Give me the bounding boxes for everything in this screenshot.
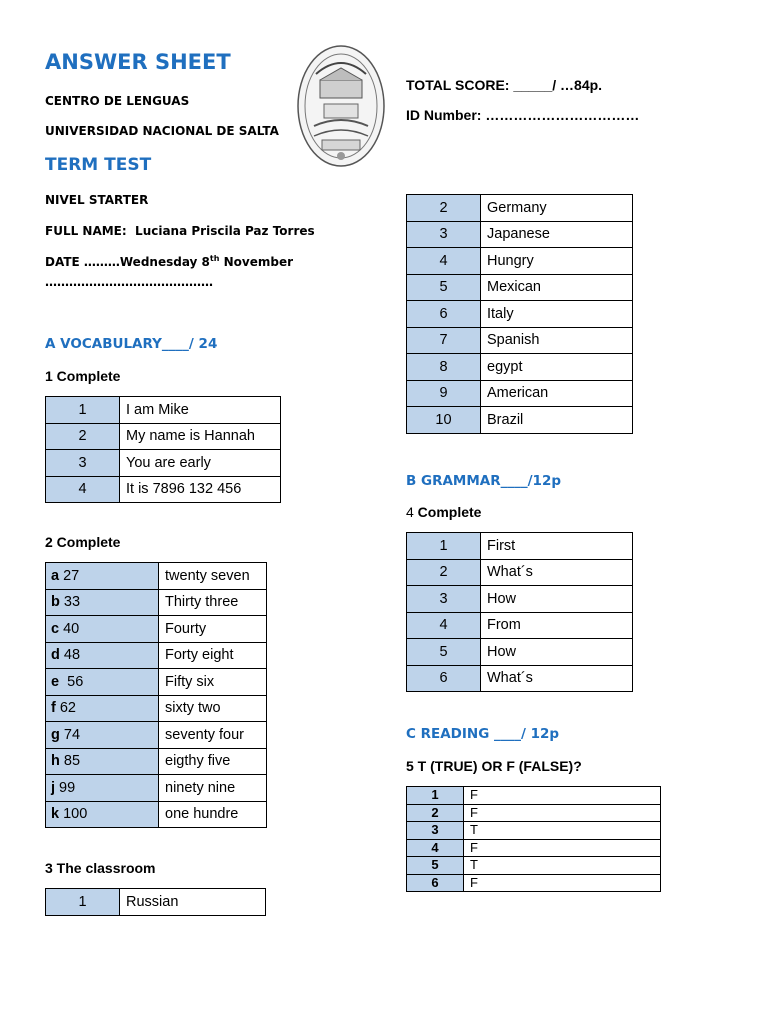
full-name-line <box>45 224 315 238</box>
q2-table <box>45 562 267 828</box>
q3-answer: Russian <box>120 889 266 916</box>
q3-answer: Hungry <box>481 248 633 275</box>
table-row <box>46 695 267 722</box>
q2-item: h 85 <box>46 748 159 775</box>
table-row <box>407 274 633 301</box>
q5-number: 5 <box>407 857 464 875</box>
university-seal-image <box>296 44 386 168</box>
q2-item: g 74 <box>46 722 159 749</box>
university-name: UNIVERSIDAD NACIONAL DE SALTA <box>45 124 279 138</box>
q4-number-cell: 2 <box>407 559 481 586</box>
table-row <box>407 665 633 692</box>
table-row <box>407 327 633 354</box>
q4-table <box>406 532 633 692</box>
table-row <box>46 423 281 450</box>
q4-answer: What´s <box>481 665 633 692</box>
date-prefix: DATE ………Wednesday 8 <box>45 255 210 269</box>
q3-table-part2 <box>406 194 633 434</box>
q3-number: 5 <box>407 274 481 301</box>
q3-number: 10 <box>407 407 481 434</box>
date-sup: th <box>209 254 220 263</box>
table-row <box>407 354 633 381</box>
q3-number: 7 <box>407 327 481 354</box>
q4-number-cell: 3 <box>407 586 481 613</box>
table-row <box>46 801 267 828</box>
q3-answer: egypt <box>481 354 633 381</box>
q5-number: 2 <box>407 804 464 822</box>
full-name-label: FULL NAME: <box>45 224 127 238</box>
q5-table <box>406 786 661 892</box>
table-row <box>407 857 661 875</box>
q5-answer: T <box>464 822 661 840</box>
table-row <box>407 839 661 857</box>
q1-number: 1 <box>46 397 120 424</box>
q3-number: 8 <box>407 354 481 381</box>
q4-answer: How <box>481 639 633 666</box>
q2-answer: ninety nine <box>159 775 267 802</box>
q3-number: 9 <box>407 380 481 407</box>
q2-answer: one hundre <box>159 801 267 828</box>
q3-table-part1 <box>45 888 266 916</box>
q5-number: 4 <box>407 839 464 857</box>
q1-table <box>45 396 281 503</box>
q2-title: 2 Complete <box>45 534 121 550</box>
table-row <box>46 563 267 590</box>
table-row <box>407 380 633 407</box>
q5-title: 5 T (TRUE) OR F (FALSE)? <box>406 758 582 774</box>
q3-title: 3 The classroom <box>45 860 156 876</box>
table-row <box>46 722 267 749</box>
q2-item: j 99 <box>46 775 159 802</box>
term-title: TERM TEST <box>45 155 152 175</box>
q3-answer: Brazil <box>481 407 633 434</box>
table-row <box>407 822 661 840</box>
q1-number: 2 <box>46 423 120 450</box>
q1-title: 1 Complete <box>45 368 121 384</box>
table-row <box>46 397 281 424</box>
table-row <box>46 476 281 503</box>
date-suffix: November <box>219 255 294 269</box>
q3-number: 6 <box>407 301 481 328</box>
institution-name: CENTRO DE LENGUAS <box>45 94 190 108</box>
q2-answer: Fourty <box>159 616 267 643</box>
table-row <box>407 533 633 560</box>
table-row <box>407 787 661 805</box>
table-row <box>407 612 633 639</box>
q4-title <box>406 504 481 520</box>
total-score-line: TOTAL SCORE: _____/ …84p. <box>406 77 603 93</box>
level-label: NIVEL STARTER <box>45 193 149 207</box>
table-row <box>407 195 633 222</box>
q1-answer: It is 7896 132 456 <box>120 476 281 503</box>
table-row <box>407 301 633 328</box>
q3-number: 2 <box>407 195 481 222</box>
q5-number: 1 <box>407 787 464 805</box>
table-row <box>407 221 633 248</box>
table-row <box>46 642 267 669</box>
q2-item: d 48 <box>46 642 159 669</box>
q4-number-cell: 1 <box>407 533 481 560</box>
table-row <box>407 559 633 586</box>
q4-number-cell: 4 <box>407 612 481 639</box>
reading-heading: C READING ____/ 12p <box>406 726 560 742</box>
q3-answer: American <box>481 380 633 407</box>
table-row <box>46 616 267 643</box>
q1-number: 4 <box>46 476 120 503</box>
q1-number: 3 <box>46 450 120 477</box>
page-title: ANSWER SHEET <box>45 50 231 74</box>
q5-answer: F <box>464 804 661 822</box>
q5-answer: F <box>464 787 661 805</box>
q2-answer: Forty eight <box>159 642 267 669</box>
q3-answer: Germany <box>481 195 633 222</box>
q4-answer: First <box>481 533 633 560</box>
q4-number: 4 <box>406 504 414 520</box>
q4-number-cell: 6 <box>407 665 481 692</box>
table-row <box>407 874 661 892</box>
q3-answer: Spanish <box>481 327 633 354</box>
table-row <box>46 775 267 802</box>
q5-answer: F <box>464 874 661 892</box>
table-row <box>46 450 281 477</box>
q5-answer: T <box>464 857 661 875</box>
q5-number: 6 <box>407 874 464 892</box>
q4-answer: What´s <box>481 559 633 586</box>
table-row <box>407 586 633 613</box>
q4-answer: How <box>481 586 633 613</box>
q3-number: 3 <box>407 221 481 248</box>
q4-number-cell: 5 <box>407 639 481 666</box>
q5-answer: F <box>464 839 661 857</box>
q4-label: Complete <box>413 504 482 520</box>
q2-item: e 56 <box>46 669 159 696</box>
table-row <box>407 248 633 275</box>
table-row <box>407 407 633 434</box>
q2-answer: twenty seven <box>159 563 267 590</box>
table-row <box>46 669 267 696</box>
q3-answer: Italy <box>481 301 633 328</box>
q2-item: b 33 <box>46 589 159 616</box>
date-line <box>45 254 293 269</box>
q4-answer: From <box>481 612 633 639</box>
table-row <box>46 589 267 616</box>
q2-answer: Fifty six <box>159 669 267 696</box>
table-row <box>407 804 661 822</box>
q3-number: 1 <box>46 889 120 916</box>
grammar-heading: B GRAMMAR____/12p <box>406 473 562 489</box>
table-row <box>46 748 267 775</box>
q1-answer: I am Mike <box>120 397 281 424</box>
q2-answer: sixty two <box>159 695 267 722</box>
q2-item: f 62 <box>46 695 159 722</box>
q1-answer: My name is Hannah <box>120 423 281 450</box>
q3-answer: Mexican <box>481 274 633 301</box>
table-row <box>407 639 633 666</box>
id-number-line: ID Number: …………………………… <box>406 107 640 123</box>
q3-answer: Japanese <box>481 221 633 248</box>
vocabulary-heading: A VOCABULARY____/ 24 <box>45 336 218 352</box>
q2-item: c 40 <box>46 616 159 643</box>
q1-answer: You are early <box>120 450 281 477</box>
full-name-value: Luciana Priscila Paz Torres <box>135 224 315 238</box>
q2-item: a 27 <box>46 563 159 590</box>
table-row <box>46 889 266 916</box>
q3-number: 4 <box>407 248 481 275</box>
q2-answer: Thirty three <box>159 589 267 616</box>
q2-answer: seventy four <box>159 722 267 749</box>
q2-answer: eigthy five <box>159 748 267 775</box>
q5-number: 3 <box>407 822 464 840</box>
q2-item: k 100 <box>46 801 159 828</box>
date-dots: …………………………………… <box>45 275 213 289</box>
